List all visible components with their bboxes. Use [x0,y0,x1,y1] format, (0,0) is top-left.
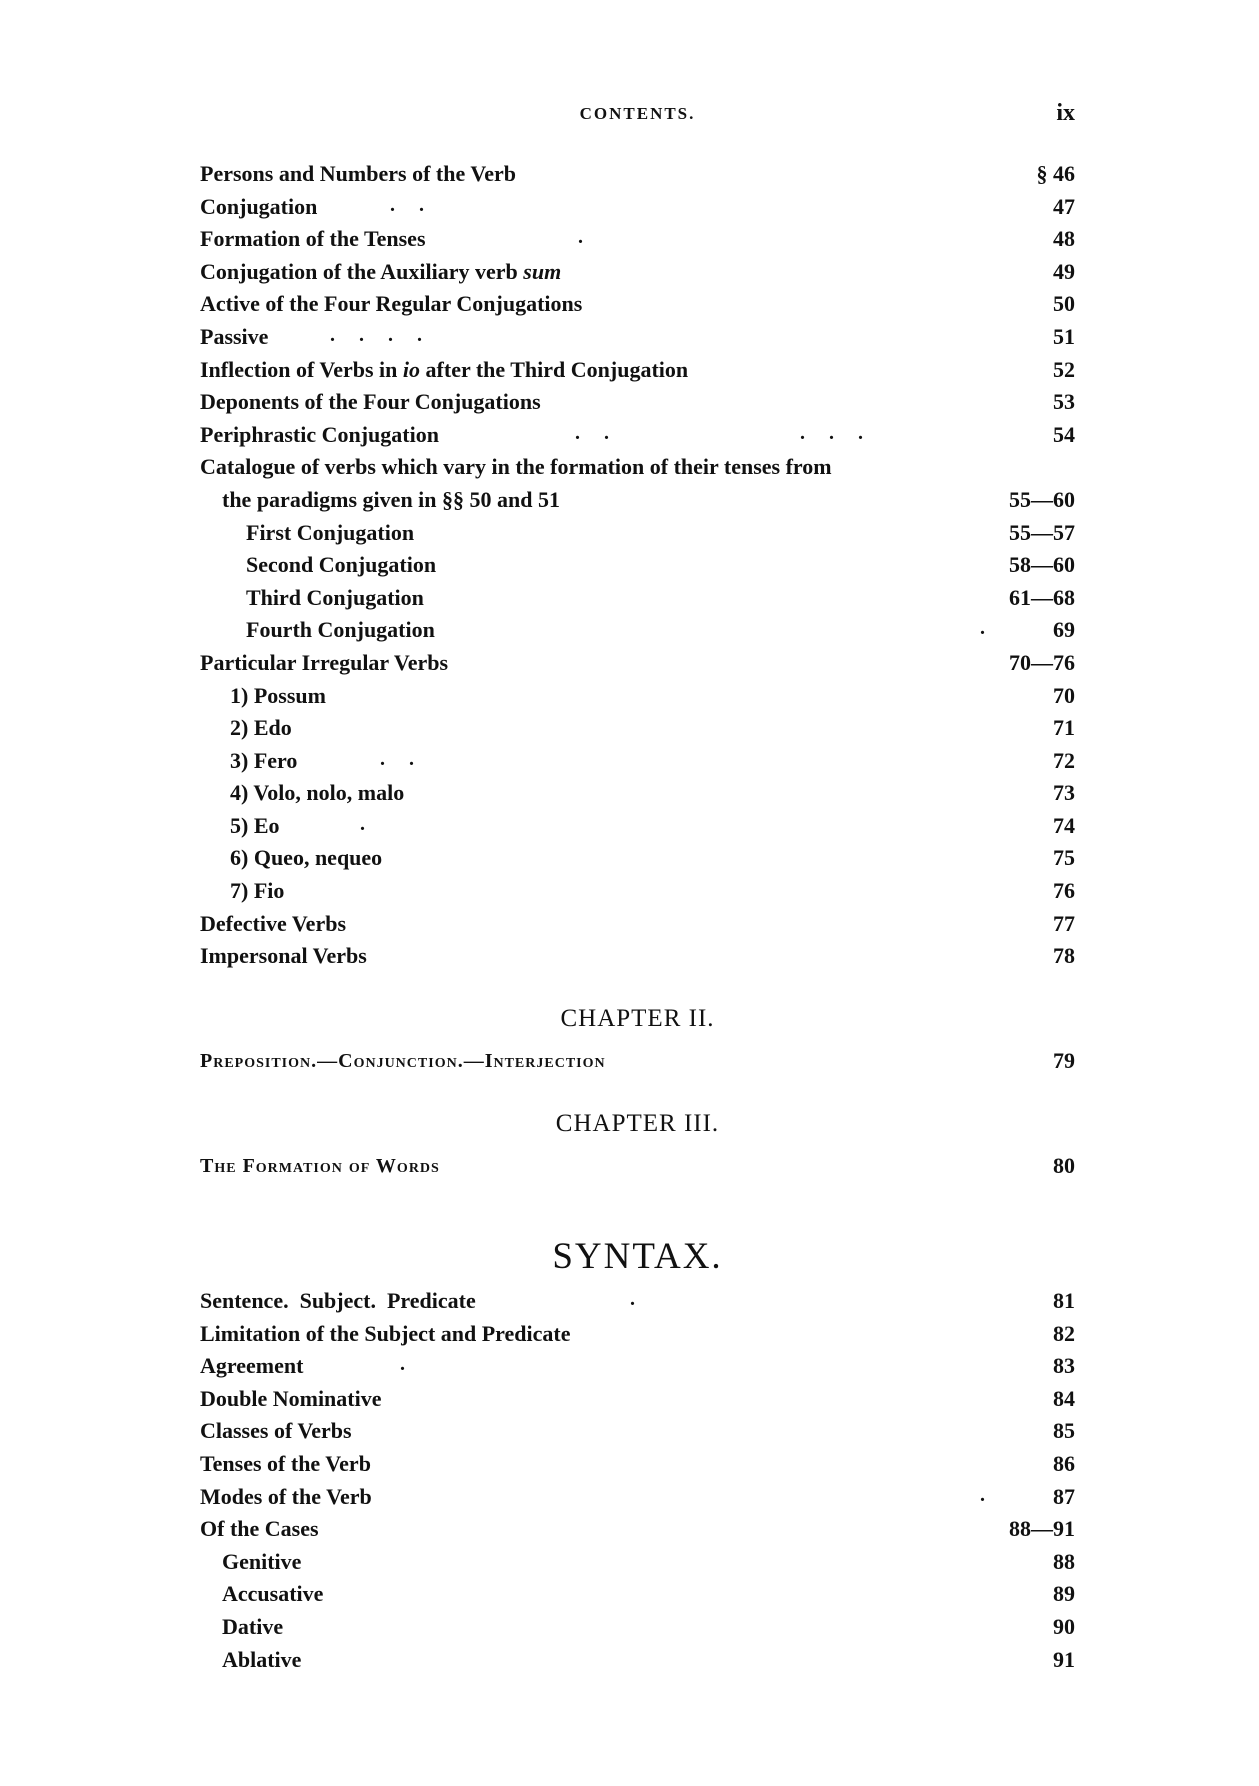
toc-entry[interactable]: Classes of Verbs 85 [200,1418,1075,1444]
toc-entry[interactable]: Third Conjugation 61—68 [246,584,1075,610]
toc-entry[interactable]: Agreement . 83 [200,1353,1075,1379]
toc-entry[interactable]: Dative 90 [222,1613,1075,1639]
toc-entry[interactable]: Active of the Four Regular Conjugations 50 [200,291,1075,317]
syntax-list [200,1285,1075,1676]
toc-entry[interactable]: Preposition.—Conjunction.—Interjection 79 [200,1048,1075,1073]
chapter-2-heading: CHAPTER II. [560,1005,715,1032]
syntax-heading: SYNTAX. [552,1236,723,1277]
toc-entry[interactable]: Persons and Numbers of the Verb § 46 [200,161,1075,186]
toc-entry[interactable]: Inflection of Verbs in io after the Third Conjugation 52 [200,356,1075,382]
toc-entry[interactable]: Deponents of the Four Conjugations 53 [200,389,1075,415]
toc-entry[interactable]: Passive .... 51 [200,323,1075,349]
toc-verbs-list [200,158,1075,973]
toc-entry[interactable]: Particular Irregular Verbs 70—76 [200,649,1075,675]
toc-entry[interactable]: Formation of the Tenses . 48 [200,226,1075,252]
toc-entry[interactable]: 5) Eo . 74 [230,812,1075,838]
toc-entry[interactable]: First Conjugation 55—57 [246,519,1075,545]
chapter-3-list [200,1150,1075,1183]
toc-entry[interactable]: The Formation of Words 80 [200,1153,1075,1178]
toc-entry[interactable]: Conjugation .. 47 [200,193,1075,219]
toc-entry[interactable]: Sentence. Subject. Predicate . 81 [200,1288,1075,1313]
page-header [200,100,1075,130]
toc-entry[interactable]: 2) Edo 71 [230,715,1075,741]
toc-entry[interactable]: 3) Fero .. 72 [230,747,1075,773]
toc-entry[interactable]: Defective Verbs 77 [200,910,1075,936]
page-number: ix [1056,100,1075,126]
toc-entry[interactable]: Impersonal Verbs 78 [200,943,1075,969]
toc-entry[interactable]: Of the Cases 88—91 [200,1516,1075,1542]
running-title: CONTENTS. [579,104,696,123]
toc-entry[interactable]: Modes of the Verb . 87 [200,1483,1075,1509]
toc-entry[interactable]: Conjugation of the Auxiliary verb sum 49 [200,258,1075,284]
toc-entry[interactable]: Tenses of the Verb 86 [200,1450,1075,1476]
chapter-2-list [200,1045,1075,1078]
toc-entry[interactable]: 6) Queo, nequeo 75 [230,845,1075,871]
toc-entry[interactable]: 4) Volo, nolo, malo 73 [230,780,1075,806]
toc-entry[interactable]: Accusative 89 [222,1581,1075,1607]
toc-entry[interactable]: Ablative 91 [222,1646,1075,1672]
toc-entry[interactable]: Fourth Conjugation . 69 [246,617,1075,643]
toc-entry[interactable]: 1) Possum 70 [230,682,1075,708]
toc-entry[interactable]: Genitive 88 [222,1548,1075,1574]
toc-entry[interactable]: Double Nominative 84 [200,1385,1075,1411]
chapter-3-heading: CHAPTER III. [555,1110,720,1137]
toc-entry[interactable]: Periphrastic Conjugation .. ... 54 [200,421,1075,447]
toc-entry: Catalogue of verbs which vary in the formation of their tenses from [200,454,832,480]
toc-entry[interactable]: Second Conjugation 58—60 [246,552,1075,578]
toc-entry[interactable]: the paradigms given in §§ 50 and 51 55—60 [222,486,1075,512]
toc-entry[interactable]: Limitation of the Subject and Predicate 82 [200,1320,1075,1346]
toc-entry[interactable]: 7) Fio 76 [230,878,1075,904]
